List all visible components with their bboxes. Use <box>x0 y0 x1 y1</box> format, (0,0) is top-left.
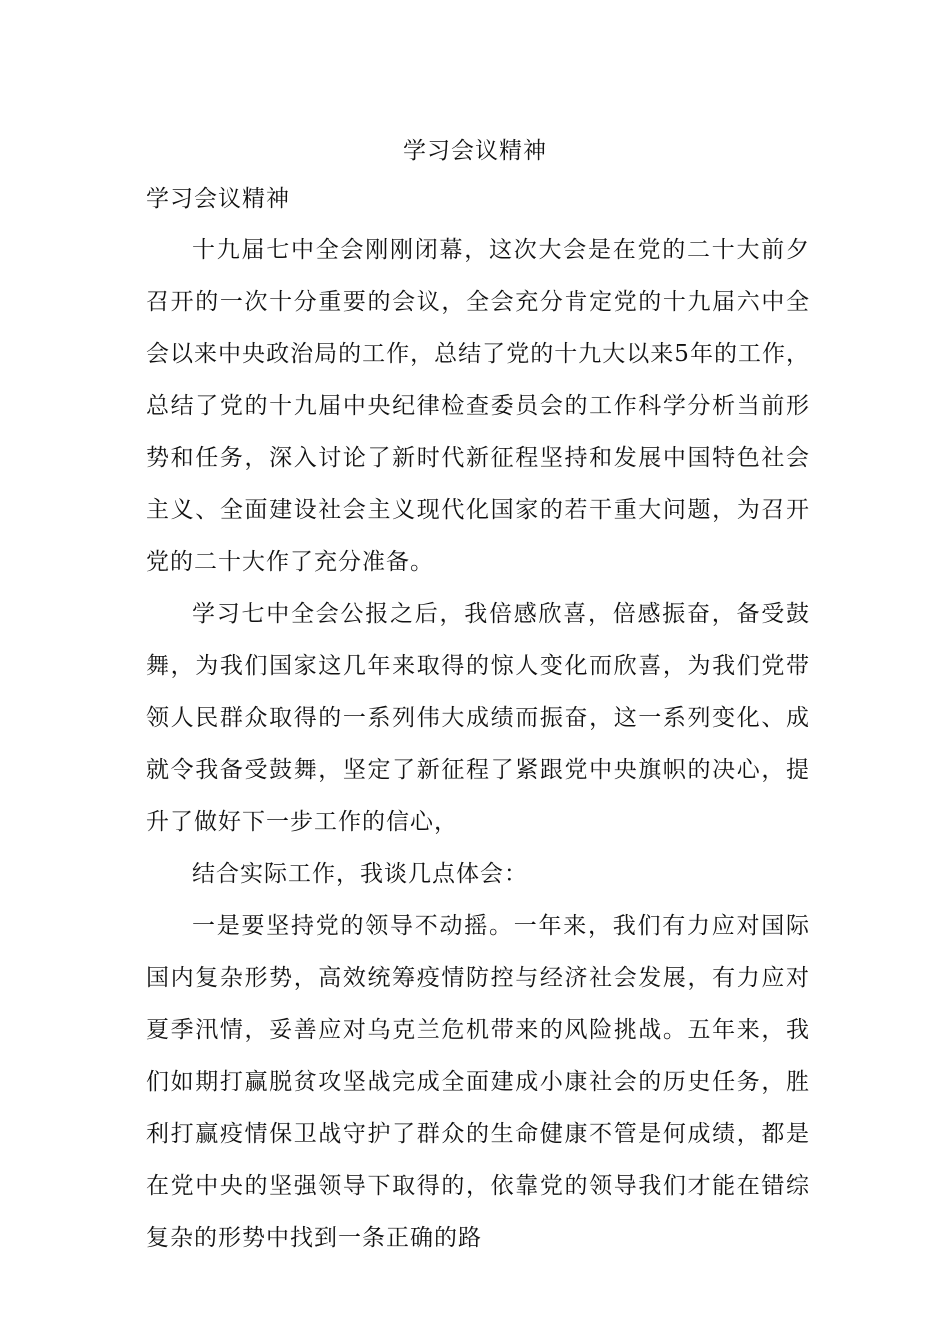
document-subtitle: 学习会议精神 <box>146 186 290 212</box>
paragraph-1: 十九届七中全会刚刚闭幕，这次大会是在党的二十大前夕召开的一次十分重要的会议，全会充分肯定党的十九届六中全会以来中央政治局的工作，总结了党的十九大以来5年的工作，总结了党的十九届中央纪律检查委员会的工作科学分析当前形势和任务，深入讨论了新时代新征程坚持和发展中国特色社会主义、全面建设社会主义现代化国家的若干重大问题，为召开党的二十大作了充分准备。 <box>146 237 810 575</box>
paragraph-2: 学习七中全会公报之后，我倍感欣喜，倍感振奋，备受鼓舞，为我们国家这几年来取得的惊人变化而欣喜，为我们党带领人民群众取得的一系列伟大成绩而振奋，这一系列变化、成就令我备受鼓舞，坚定了新征程了紧跟党中央旗帜的决心，提升了做好下一步工作的信心， <box>146 601 810 835</box>
paragraph-4: 一是要坚持党的领导不动摇。一年来，我们有力应对国际国内复杂形势，高效统筹疫情防控与经济社会发展，有力应对夏季汛情，妥善应对乌克兰危机带来的风险挑战。五年来，我们如期打赢脱贫攻坚战完成全面建成小康社会的历史任务，胜利打赢疫情保卫战守护了群众的生命健康不管是何成绩，都是在党中央的坚强领导下取得的，依靠党的领导我们才能在错综复杂的形势中找到一条正确的路 <box>146 913 810 1251</box>
document-title: 学习会议精神 <box>403 138 547 164</box>
paragraph-3: 结合实际工作，我谈几点体会： <box>192 861 528 887</box>
document-body <box>146 224 810 1264</box>
